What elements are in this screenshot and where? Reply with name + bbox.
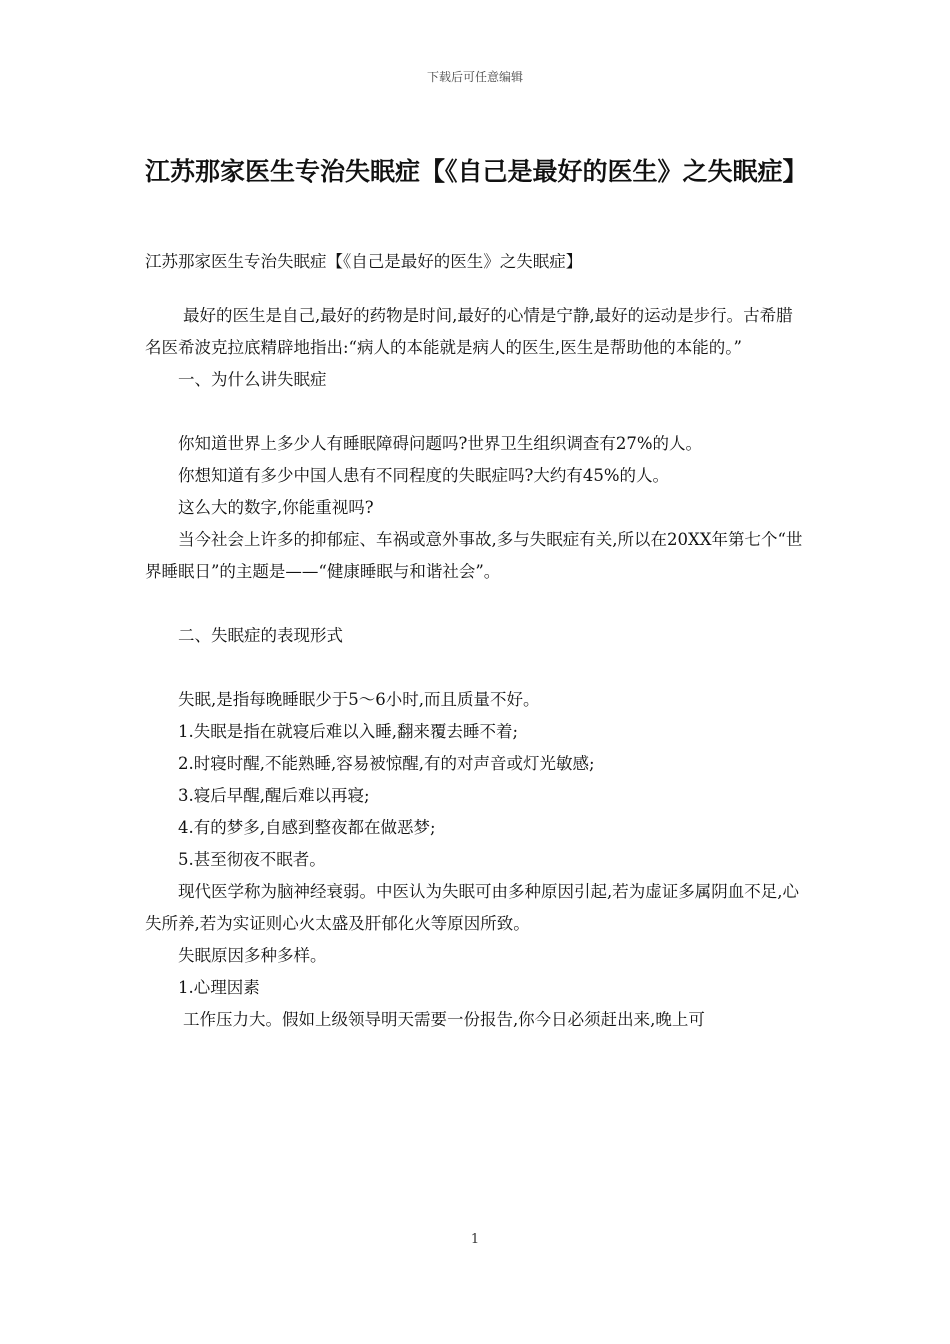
paragraph-8: 1.心理因素 <box>178 978 260 997</box>
document-body <box>145 246 807 1036</box>
document-subtitle: 江苏那家医生专治失眠症【《自己是最好的医生》之失眠症】 <box>145 252 583 271</box>
paragraph-9: 工作压力大。假如上级领导明天需要一份报告,你今日必须赶出来,晚上可 <box>182 1010 705 1029</box>
paragraph-5: 失眠,是指每晚睡眠少于5～6小时,而且质量不好。 <box>178 690 540 709</box>
spacer <box>145 588 807 620</box>
paragraph-4: 当今社会上许多的抑郁症、车祸或意外事故,多与失眠症有关,所以在20XX年第七个“世界睡眠日”的主题是——“健康睡眠与和谐社会”。 <box>145 530 803 581</box>
section-heading-2: 二、失眠症的表现形式 <box>178 626 343 645</box>
spacer <box>145 396 807 428</box>
list-item: 2.时寝时醒,不能熟睡,容易被惊醒,有的对声音或灯光敏感; <box>178 754 595 773</box>
paragraph-7: 失眠原因多种多样。 <box>178 946 327 965</box>
page-header-note: 下载后可任意编辑 <box>426 70 523 84</box>
page-number: 1 <box>470 1232 480 1247</box>
list-item: 5.甚至彻夜不眠者。 <box>178 850 326 869</box>
paragraph-6: 现代医学称为脑神经衰弱。中医认为失眠可由多种原因引起,若为虚证多属阴血不足,心失所养,若为实证则心火太盛及肝郁化火等原因所致。 <box>145 882 799 933</box>
list-item: 1.失眠是指在就寝后难以入睡,翻来覆去睡不着; <box>178 722 519 741</box>
intro-paragraph: 最好的医生是自己,最好的药物是时间,最好的心情是宁静,最好的运动是步行。古希腊名医希波克拉底精辟地指出:“病人的本能就是病人的医生,医生是帮助他的本能的。” <box>145 306 793 357</box>
section-heading-1: 一、为什么讲失眠症 <box>178 370 327 389</box>
paragraph-1: 你知道世界上多少人有睡眠障碍问题吗?世界卫生组织调查有27%的人。 <box>178 434 703 453</box>
list-item: 4.有的梦多,自感到整夜都在做恶梦; <box>178 818 436 837</box>
spacer <box>145 652 807 684</box>
spacer <box>145 278 807 300</box>
document-title: 江苏那家医生专治失眠症【《自己是最好的医生》之失眠症】 <box>145 157 808 186</box>
paragraph-2: 你想知道有多少中国人患有不同程度的失眠症吗?大约有45%的人。 <box>178 466 670 485</box>
list-item: 3.寝后早醒,醒后难以再寝; <box>178 786 370 805</box>
paragraph-3: 这么大的数字,你能重视吗? <box>178 498 374 517</box>
